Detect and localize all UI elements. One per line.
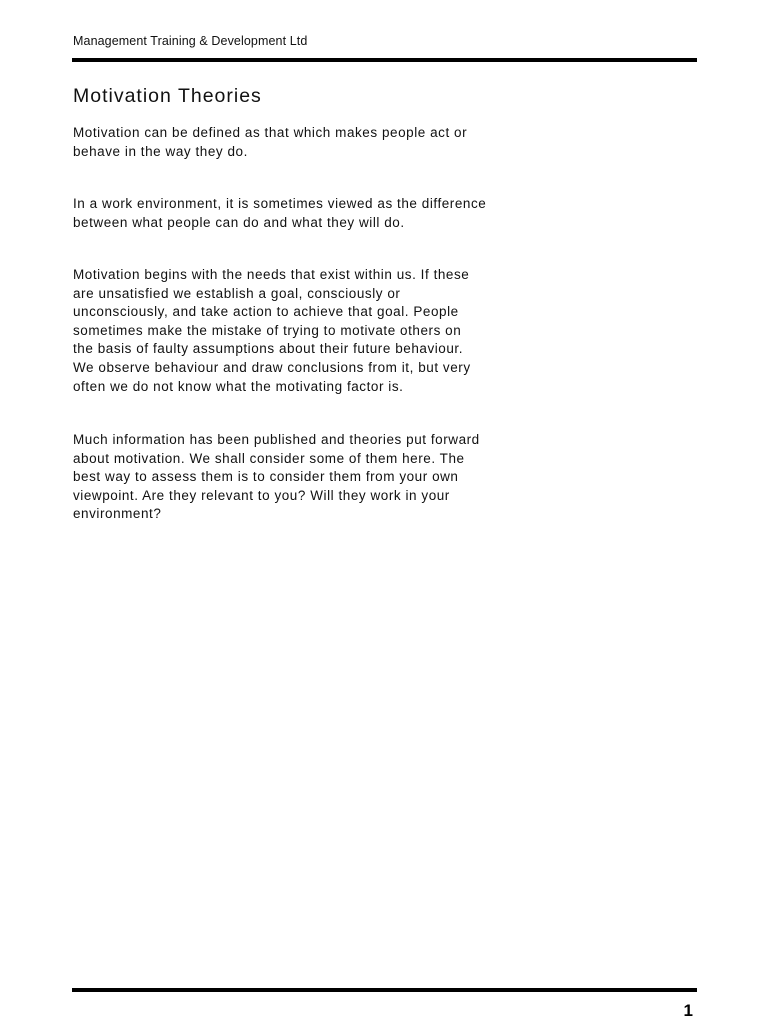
paragraph-needs: Motivation begins with the needs that exist within us. If these are unsatisfied we establish a goal, consciously or unconsciously, and take action to achieve that goal. People sometimes make the mistake of trying to motivate others on the basis of faulty assumptions about their future behaviour. We observe behaviour and draw conclusions from it, but very often we do not know what the motivating factor is. [73,267,471,394]
paragraph-information: Much information has been published and theories put forward about motivation. We shall consider some of them here. The best way to assess them is to consider them from your own viewpoint. Are they relevant to you? Will they work in your environment? [73,432,480,522]
page-title: Motivation Theories [73,85,262,107]
footer-rule [72,988,697,992]
header-rule [72,58,697,62]
header-company-name: Management Training & Development Ltd [73,34,308,48]
paragraph-definition: Motivation can be defined as that which makes people act or behave in the way they do. [73,125,468,159]
paragraph-work-environment: In a work environment, it is sometimes viewed as the difference between what people can do and what they will do. [73,196,487,230]
page-number: 1 [683,1001,693,1020]
